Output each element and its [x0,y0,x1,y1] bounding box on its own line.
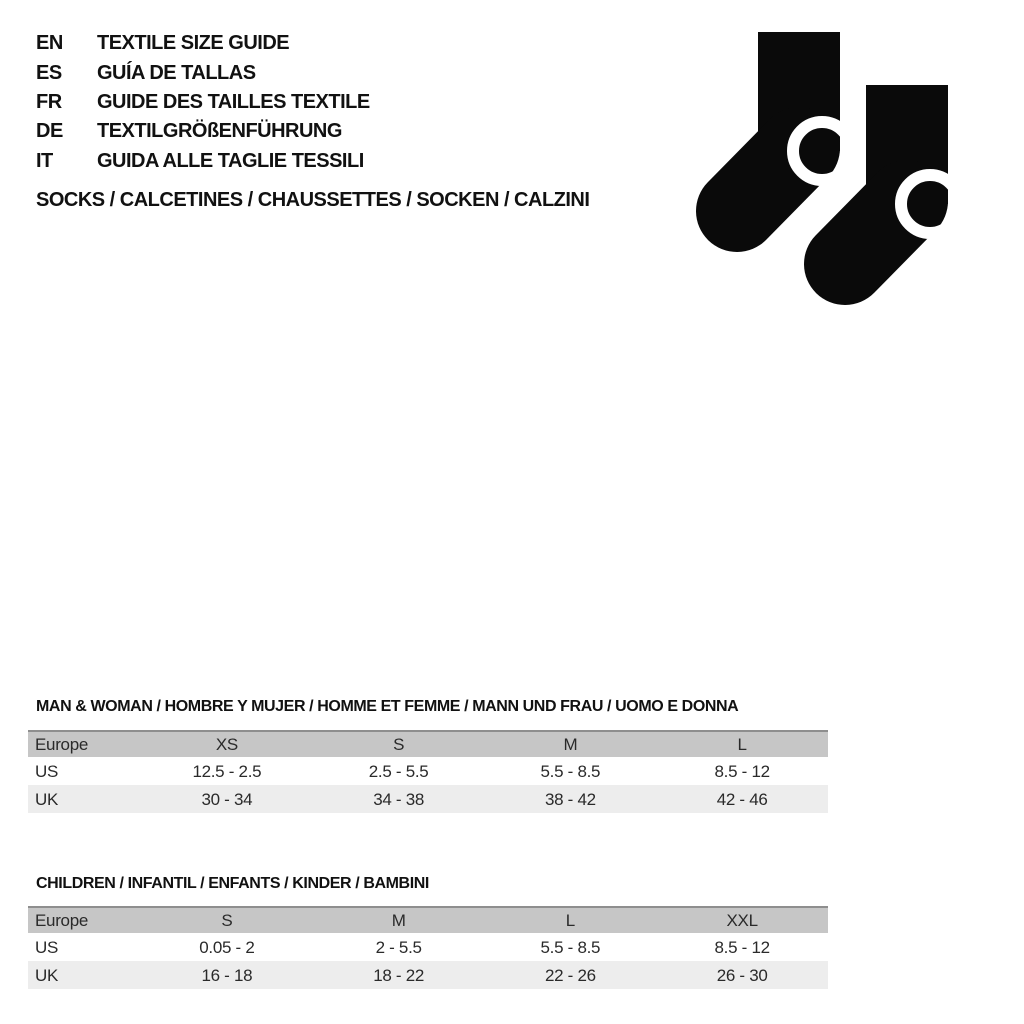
language-code: EN [36,32,63,55]
table-header-row [28,906,828,933]
size-value: 22 - 26 [544,965,596,985]
column-header: M [563,735,578,754]
language-code: FR [36,90,62,113]
size-value: 42 - 46 [716,789,768,809]
size-table-children [28,906,828,989]
sock-left [737,32,851,211]
row-label: US [35,937,59,957]
category-title: SOCKS / CALCETINES / CHAUSSETTES / SOCKEN / CALZINI [36,189,590,211]
table-row-uk [28,961,828,989]
size-value: 38 - 42 [544,789,596,809]
language-label: GUIDA ALLE TAGLIE TESSILI [97,149,364,172]
column-header: L [565,911,575,930]
language-code: IT [36,149,53,172]
language-code: DE [36,120,63,143]
size-value: 5.5 - 8.5 [540,761,601,781]
size-value: 34 - 38 [373,789,425,809]
size-value: 18 - 22 [373,965,425,985]
language-row-de [36,117,370,146]
row-label: UK [35,965,59,985]
language-label: TEXTILGRÖßENFÜHRUNG [97,120,342,143]
size-table-man-woman [28,730,828,813]
column-header: M [391,911,406,930]
column-header: Europe [35,735,89,754]
size-value: 2.5 - 5.5 [368,761,429,781]
size-value: 5.5 - 8.5 [540,937,601,957]
table-header-row [28,730,828,757]
size-value: 0.05 - 2 [199,937,255,957]
socks-icon [680,10,970,310]
column-header: XS [215,735,238,754]
table-row-us [28,757,828,785]
table-title-man-woman: MAN & WOMAN / HOMBRE Y MUJER / HOMME ET FEMME / MANN UND FRAU / UOMO E DONNA [36,698,739,715]
table-row-uk [28,785,828,813]
size-value: 8.5 - 12 [714,761,770,781]
size-value: 12.5 - 2.5 [192,761,262,781]
table-title-children: CHILDREN / INFANTIL / ENFANTS / KINDER / BAMBINI [36,875,429,892]
size-value: 30 - 34 [201,789,253,809]
language-row-it [36,147,370,176]
column-header: Europe [35,911,89,930]
column-header: S [393,735,405,754]
size-value: 16 - 18 [201,965,253,985]
row-label: US [35,761,59,781]
size-value: 8.5 - 12 [714,937,770,957]
language-label: GUIDE DES TAILLES TEXTILE [97,90,370,113]
language-label: TEXTILE SIZE GUIDE [97,32,290,55]
column-header: S [221,911,233,930]
language-code: ES [36,61,62,84]
language-row-fr [36,88,370,117]
language-row-es [36,58,370,87]
table-row-us [28,933,828,961]
sock-right [845,85,959,264]
column-header: XXL [726,911,758,930]
column-header: L [737,735,747,754]
language-label: GUÍA DE TALLAS [97,61,256,84]
language-list [36,29,370,176]
size-value: 2 - 5.5 [375,937,422,957]
row-label: UK [35,789,59,809]
size-value: 26 - 30 [716,965,768,985]
language-row-en [36,29,370,58]
